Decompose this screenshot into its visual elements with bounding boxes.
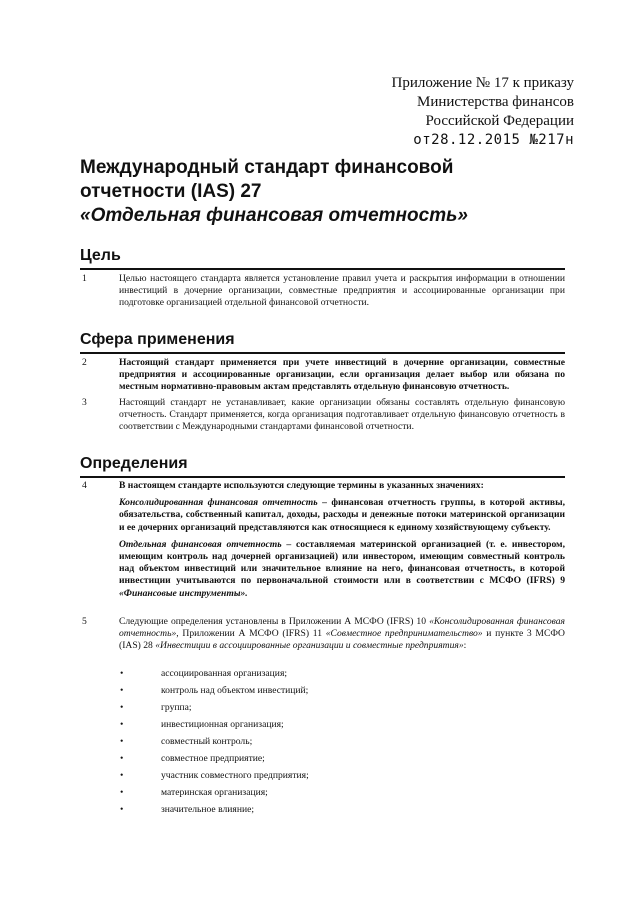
appendix-line-3: Российской Федерации bbox=[425, 113, 574, 129]
paragraph-text bbox=[119, 616, 565, 653]
title-line-2: отчетности (IAS) 27 bbox=[80, 181, 262, 202]
list-item-text: значительное влияние; bbox=[161, 804, 255, 815]
bullet-icon: • bbox=[120, 668, 124, 679]
document-title bbox=[80, 156, 580, 228]
list-item bbox=[80, 753, 565, 765]
title-line-1: Международный стандарт финансовой bbox=[80, 157, 454, 178]
paragraph-number: 3 bbox=[82, 397, 87, 408]
list-item-text: совместный контроль; bbox=[161, 736, 253, 747]
title-line-3: «Отдельная финансовая отчетность» bbox=[80, 205, 468, 226]
bullet-icon: • bbox=[120, 736, 124, 747]
paragraph-5 bbox=[80, 616, 565, 653]
definition-text: – составляемая материнской организацией (т. е. инвестором, имеющим контроль над дочерней организацией) или инвестором, имеющим совместный контроль над объектом инвестиций или значительное влияние на него, финансовая отчетность, в которой инвестиции учитываются по первоначальной стоимости или в соответствии с МСФО (IFRS) 9 bbox=[119, 538, 565, 587]
bullet-icon: • bbox=[120, 702, 124, 713]
paragraph-number: 4 bbox=[82, 480, 87, 491]
appendix-date: от28.12.2015 №217н bbox=[413, 132, 574, 148]
list-item-text: инвестиционная организация; bbox=[161, 719, 284, 730]
paragraph-number: 1 bbox=[82, 273, 87, 284]
text-segment: Следующие определения установлены в Приложении А МСФО (IFRS) 10 bbox=[119, 616, 430, 627]
text-segment: , Приложении А МСФО (IFRS) 11 bbox=[176, 628, 326, 640]
list-item-text: материнская организация; bbox=[161, 787, 268, 798]
list-item-text: группа; bbox=[161, 702, 192, 713]
term-consolidated: Консолидированная финансовая отчетность bbox=[119, 497, 318, 509]
list-item bbox=[80, 804, 565, 816]
bullet-icon: • bbox=[120, 719, 124, 730]
list-item bbox=[80, 668, 565, 680]
bullet-icon: • bbox=[120, 804, 124, 815]
paragraph-number: 5 bbox=[82, 616, 87, 627]
text-segment: : bbox=[463, 640, 467, 652]
paragraph-number: 2 bbox=[82, 357, 87, 368]
text-segment: и пункте 3 МСФО (IAS) 28 bbox=[119, 628, 565, 652]
reference-ifrs11: «Совместное предпринимательство» bbox=[325, 628, 483, 640]
reference-ias28: «Инвестиции в ассоциированные организации и совместные предприятия» bbox=[155, 640, 464, 652]
list-item-text: контроль над объектом инвестиций; bbox=[161, 685, 309, 696]
appendix-header bbox=[392, 74, 575, 150]
paragraph-text: Настоящий стандарт не устанавливает, какие организации обязаны составлять отдельную финансовую отчетность. Стандарт применяется, когда организация подготавливает отдельную финансовую отчетность в соответствии с Международными стандартами финансовой отчетности. bbox=[119, 397, 565, 433]
bullet-icon: • bbox=[120, 787, 124, 798]
paragraph-text: Целью настоящего стандарта является установление правил учета и раскрытия информации в отношении инвестиций в дочерние организации, совместные предприятия и ассоциированные организации при подготовке организацией отдельной финансовой отчетности. bbox=[119, 273, 565, 309]
appendix-line-1: Приложение № 17 к приказу bbox=[391, 75, 574, 91]
list-item bbox=[80, 736, 565, 748]
section-definitions-heading: Определения bbox=[80, 455, 565, 478]
definition-consolidated bbox=[119, 497, 565, 534]
list-item-text: ассоциированная организация; bbox=[161, 668, 288, 679]
paragraph-intro: В настоящем стандарте используются следующие термины в указанных значениях: bbox=[119, 480, 484, 491]
definition-separate bbox=[119, 539, 565, 600]
paragraph-text: Настоящий стандарт применяется при учете инвестиций в дочерние организации, совместные предприятия и ассоциированные организации, если организация делает выбор или обязана по местным нормативно-правовым актам представлять отдельную финансовую отчетность. bbox=[119, 357, 565, 393]
list-item bbox=[80, 787, 565, 799]
paragraph-2 bbox=[80, 357, 565, 394]
bullet-icon: • bbox=[120, 753, 124, 764]
paragraph-4 bbox=[80, 480, 565, 600]
definition-text: – финансовая отчетность группы, в которой активы, обязательства, собственный капитал, доходы, расходы и денежные потоки материнской организации и ее дочерних организаций представляются как относящиеся к единому хозяйствующему субъекту. bbox=[119, 497, 565, 533]
bullet-icon: • bbox=[120, 770, 124, 781]
term-separate: Отдельная финансовая отчетность bbox=[119, 538, 282, 550]
appendix-line-2: Министерства финансов bbox=[417, 94, 574, 110]
list-item-text: совместное предприятие; bbox=[161, 753, 265, 764]
paragraph-3 bbox=[80, 397, 565, 434]
bullet-icon: • bbox=[120, 685, 124, 696]
paragraph-1 bbox=[80, 273, 565, 310]
reference-ifrs10: «Консолидированная финансовая отчетность» bbox=[119, 616, 566, 640]
section-goal-heading: Цель bbox=[80, 247, 565, 270]
section-scope-heading: Сфера применения bbox=[80, 331, 565, 354]
list-item bbox=[80, 770, 565, 782]
list-item bbox=[80, 702, 565, 714]
list-item-text: участник совместного предприятия; bbox=[161, 770, 309, 781]
list-item bbox=[80, 685, 565, 697]
reference-ifrs9: «Финансовые инструменты». bbox=[119, 587, 248, 599]
list-item bbox=[80, 719, 565, 731]
